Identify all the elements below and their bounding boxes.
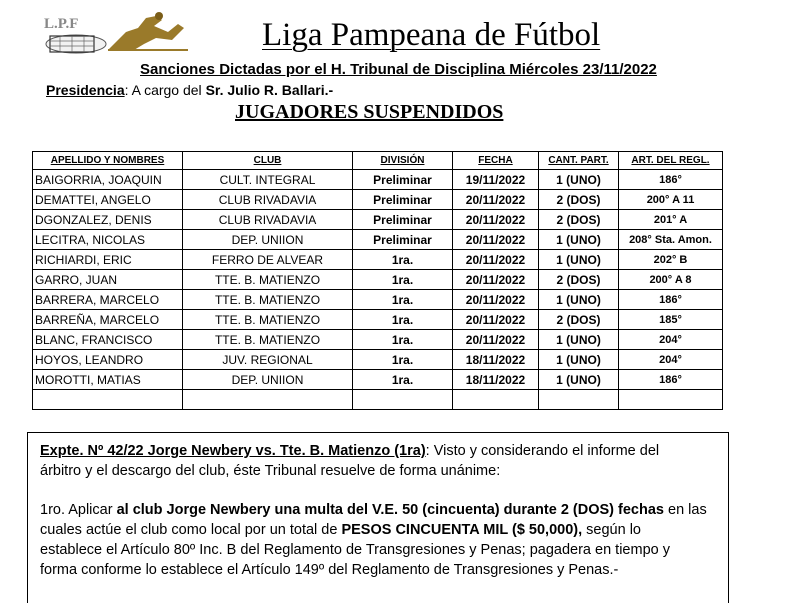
empty-cell bbox=[619, 390, 723, 410]
resolution-2c: según lo bbox=[582, 522, 641, 538]
cell-division: 1ra. bbox=[353, 330, 453, 350]
cell-date: 20/11/2022 bbox=[453, 310, 539, 330]
cell-name: RICHIARDI, ERIC bbox=[33, 250, 183, 270]
table-row bbox=[33, 310, 723, 330]
cell-article: 185° bbox=[619, 310, 723, 330]
expte-intro-line-2: árbitro y el descargo del club, éste Tribunal resuelve de forma unánime: bbox=[40, 463, 501, 479]
table-row bbox=[33, 270, 723, 290]
cell-name: BLANC, FRANCISCO bbox=[33, 330, 183, 350]
cell-division: Preliminar bbox=[353, 210, 453, 230]
empty-cell bbox=[353, 390, 453, 410]
cell-date: 20/11/2022 bbox=[453, 270, 539, 290]
cell-division: 1ra. bbox=[353, 250, 453, 270]
table-row bbox=[33, 170, 723, 190]
cell-division: 1ra. bbox=[353, 370, 453, 390]
empty-cell bbox=[453, 390, 539, 410]
cell-name: BAIGORRIA, JOAQUIN bbox=[33, 170, 183, 190]
resolution-2b: PESOS CINCUENTA MIL ($ 50,000), bbox=[341, 522, 583, 538]
expte-intro-line-1 bbox=[40, 441, 659, 461]
table-header-row bbox=[33, 152, 723, 170]
cell-matches: 2 (DOS) bbox=[539, 210, 619, 230]
table-row bbox=[33, 290, 723, 310]
cell-club: TTE. B. MATIENZO bbox=[183, 290, 353, 310]
resolution-2a: cuales actúe el club como local por un total de bbox=[40, 522, 342, 538]
cell-club: TTE. B. MATIENZO bbox=[183, 270, 353, 290]
cell-date: 20/11/2022 bbox=[453, 330, 539, 350]
cell-article: 186° bbox=[619, 370, 723, 390]
cell-name: GARRO, JUAN bbox=[33, 270, 183, 290]
cell-article: 186° bbox=[619, 290, 723, 310]
table-row bbox=[33, 230, 723, 250]
cell-matches: 1 (UNO) bbox=[539, 370, 619, 390]
expte-heading: Expte. Nº 42/22 Jorge Newbery vs. Tte. B. Matienzo (1ra) bbox=[40, 443, 426, 459]
cell-division: Preliminar bbox=[353, 230, 453, 250]
cell-name: LECITRA, NICOLAS bbox=[33, 230, 183, 250]
table-row bbox=[33, 370, 723, 390]
cell-date: 20/11/2022 bbox=[453, 190, 539, 210]
cell-date: 20/11/2022 bbox=[453, 230, 539, 250]
cell-matches: 1 (UNO) bbox=[539, 350, 619, 370]
resolution-line-4: forma conforme lo establece el Artículo 149º del Reglamento de Transgresiones y Penas.- bbox=[40, 562, 619, 578]
cell-club: JUV. REGIONAL bbox=[183, 350, 353, 370]
cell-article: 186° bbox=[619, 170, 723, 190]
cell-club: DEP. UNIION bbox=[183, 370, 353, 390]
cell-division: 1ra. bbox=[353, 310, 453, 330]
cell-name: BARREÑA, MARCELO bbox=[33, 310, 183, 330]
cell-article: 204° bbox=[619, 350, 723, 370]
cell-date: 18/11/2022 bbox=[453, 370, 539, 390]
cell-division: 1ra. bbox=[353, 350, 453, 370]
col-header-name: APELLIDO Y NOMBRES bbox=[33, 152, 183, 170]
cell-matches: 1 (UNO) bbox=[539, 250, 619, 270]
cell-division: 1ra. bbox=[353, 290, 453, 310]
presidencia-label: Presidencia bbox=[46, 82, 125, 98]
table-row bbox=[33, 330, 723, 350]
empty-cell bbox=[183, 390, 353, 410]
cell-date: 18/11/2022 bbox=[453, 350, 539, 370]
presidencia-name: Sr. Julio R. Ballari.- bbox=[205, 82, 334, 98]
expte-intro-1: : Visto y considerando el informe del bbox=[425, 443, 660, 459]
cell-division: Preliminar bbox=[353, 170, 453, 190]
cell-article: 208° Sta. Amon. bbox=[619, 230, 723, 250]
cell-club: CULT. INTEGRAL bbox=[183, 170, 353, 190]
cell-club: FERRO DE ALVEAR bbox=[183, 250, 353, 270]
empty-cell bbox=[539, 390, 619, 410]
cell-article: 200° A 8 bbox=[619, 270, 723, 290]
table-row bbox=[33, 210, 723, 230]
cell-club: CLUB RIVADAVIA bbox=[183, 210, 353, 230]
cell-article: 202° B bbox=[619, 250, 723, 270]
cell-article: 201° A bbox=[619, 210, 723, 230]
table-row bbox=[33, 350, 723, 370]
cell-article: 200° A 11 bbox=[619, 190, 723, 210]
cell-name: DEMATTEI, ANGELO bbox=[33, 190, 183, 210]
cell-name: DGONZALEZ, DENIS bbox=[33, 210, 183, 230]
resolution-line-2 bbox=[40, 520, 641, 540]
cell-name: HOYOS, LEANDRO bbox=[33, 350, 183, 370]
col-header-date: FECHA bbox=[453, 152, 539, 170]
cell-date: 20/11/2022 bbox=[453, 290, 539, 310]
cell-name: MOROTTI, MATIAS bbox=[33, 370, 183, 390]
cell-name: BARRERA, MARCELO bbox=[33, 290, 183, 310]
cell-date: 19/11/2022 bbox=[453, 170, 539, 190]
presidencia-text: : A cargo del bbox=[124, 82, 206, 98]
cell-matches: 1 (UNO) bbox=[539, 330, 619, 350]
cell-matches: 2 (DOS) bbox=[539, 270, 619, 290]
cell-article: 204° bbox=[619, 330, 723, 350]
col-header-matches: CANT. PART. bbox=[539, 152, 619, 170]
col-header-article: ART. DEL REGL. bbox=[619, 152, 723, 170]
cell-division: 1ra. bbox=[353, 270, 453, 290]
resolution-1c: en las bbox=[663, 502, 707, 518]
presidencia-line bbox=[46, 82, 333, 98]
page-title: Liga Pampeana de Fútbol bbox=[262, 17, 601, 53]
cell-matches: 1 (UNO) bbox=[539, 170, 619, 190]
col-header-division: DIVISIÓN bbox=[353, 152, 453, 170]
cell-club: CLUB RIVADAVIA bbox=[183, 190, 353, 210]
cell-matches: 1 (UNO) bbox=[539, 230, 619, 250]
resolution-line-1 bbox=[40, 500, 707, 520]
league-logo bbox=[38, 10, 198, 58]
cell-matches: 1 (UNO) bbox=[539, 290, 619, 310]
resolution-line-3: establece el Artículo 80º Inc. B del Reglamento de Transgresiones y Penas; pagadera en tiempo y bbox=[40, 542, 670, 558]
cell-date: 20/11/2022 bbox=[453, 210, 539, 230]
cell-club: DEP. UNIION bbox=[183, 230, 353, 250]
cell-club: TTE. B. MATIENZO bbox=[183, 310, 353, 330]
empty-cell bbox=[33, 390, 183, 410]
cell-club: TTE. B. MATIENZO bbox=[183, 330, 353, 350]
cell-matches: 2 (DOS) bbox=[539, 190, 619, 210]
cell-matches: 2 (DOS) bbox=[539, 310, 619, 330]
subtitle: Sanciones Dictadas por el H. Tribunal de Disciplina Miércoles 23/11/2022 bbox=[140, 61, 657, 78]
table-row-empty bbox=[33, 390, 723, 410]
table-row bbox=[33, 190, 723, 210]
section-title: JUGADORES SUSPENDIDOS bbox=[235, 101, 504, 123]
col-header-club: CLUB bbox=[183, 152, 353, 170]
resolution-1a: 1ro. Aplicar bbox=[40, 502, 117, 518]
cell-division: Preliminar bbox=[353, 190, 453, 210]
resolution-1b: al club Jorge Newbery una multa del V.E. 50 (cincuenta) durante 2 (DOS) fechas bbox=[116, 502, 664, 518]
table-row bbox=[33, 250, 723, 270]
logo-text: L.P.F bbox=[44, 16, 79, 32]
suspended-players-table bbox=[32, 151, 723, 410]
cell-date: 20/11/2022 bbox=[453, 250, 539, 270]
